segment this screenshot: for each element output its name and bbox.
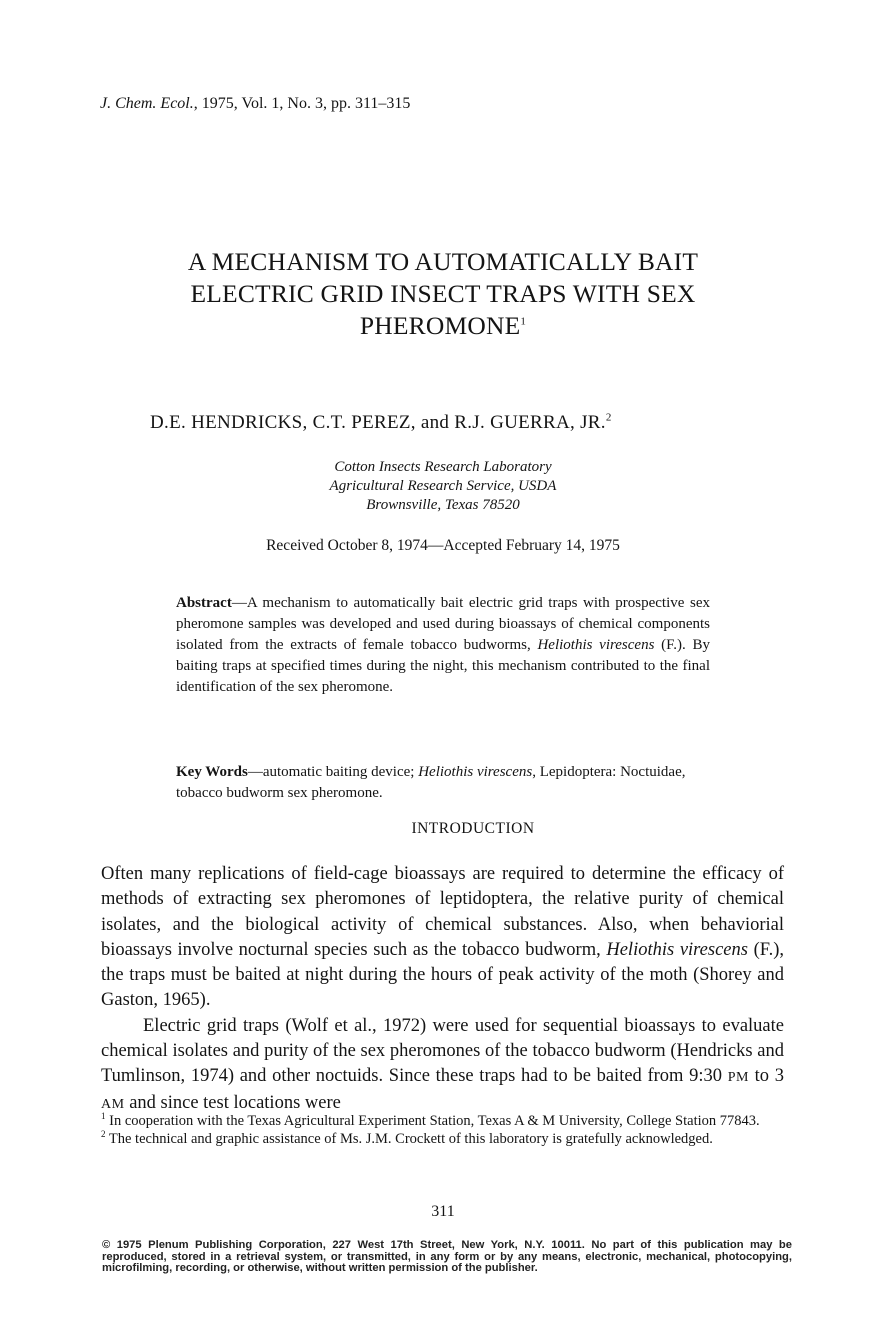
footnote-2 (101, 1128, 791, 1149)
abstract-text-a: —A mechanism to automatically bait electric grid traps with prospective sex pheromone samples was developed and used during bioassays of chemical components isolated from the extracts of female tobacco budworms, (176, 595, 710, 653)
footnote-2-text: The technical and graphic assistance of Ms. J.M. Crockett of this laboratory is gratefully acknowledged. (108, 1130, 713, 1147)
affiliation-line-2: Agricultural Research Service, USDA (329, 478, 557, 494)
affiliation-line-1: Cotton Insects Research Laboratory (334, 459, 552, 475)
footnote-1-text: In cooperation with the Texas Agricultural Experiment Station, Texas A & M University, College Station 77843. (109, 1113, 760, 1129)
footnote-1-mark: 1 (101, 1111, 106, 1122)
p2-text-a: Electric grid traps (Wolf et al., 1972) were used for sequential bioassays to evaluate chemical isolates and purity of the sex pheromones of the tobacco budworm (Hendricks and Tumlinson, 1974) and other noctuids. Since these traps had to be baited from 9:30 (101, 1015, 784, 1087)
key-words (176, 762, 716, 804)
title-line-2: ELECTRIC GRID INSECT TRAPS WITH SEX (190, 279, 696, 308)
p1-species: Heliothis virescens (606, 939, 748, 960)
p1-text-a: Often many replications of field-cage bioassays are required to determine the efficacy of methods of extracting sex pheromones of leptidoptera, the relative purity of chemical isolates, and the biological activity of chemical substances. Also, when behaviorial bioassays involve nocturnal species such as the tobacco budworm, (101, 864, 784, 960)
journal-citation (100, 95, 410, 113)
title-line-1: A MECHANISM TO AUTOMATICALLY BAIT (187, 247, 699, 276)
article-title (100, 246, 786, 342)
body-text (101, 862, 784, 1117)
abstract-species: Heliothis virescens (537, 637, 655, 653)
author-list (150, 412, 612, 434)
author-footnote-mark: 2 (605, 411, 612, 424)
footnote-2-mark: 2 (101, 1128, 106, 1139)
title-line-3-text: PHEROMONE (359, 311, 521, 340)
p2-text-c: and since test locations were (124, 1092, 341, 1113)
abstract (176, 593, 710, 698)
abstract-text-b: (F.). By baiting traps at specified times during the night, this mechanism contributed to the final identification of the sex pheromone. (176, 637, 710, 695)
footnotes (101, 1113, 791, 1148)
keywords-label: Key Words (176, 764, 248, 780)
copyright-notice: © 1975 Plenum Publishing Corporation, 227 West 17th Street, New York, N.Y. 10011. No part of this publication may be reproduced, stored in a retrieval system, or transmitted, in any form or by any means, electronic, mechanical, photocopying, microfilming, recording, or otherwise, without written permission of the publisher. (102, 1239, 792, 1274)
paragraph-1 (101, 862, 784, 1014)
paragraph-2 (101, 1014, 784, 1117)
journal-details: , 1975, Vol. 1, No. 3, pp. 311–315 (193, 95, 411, 112)
keywords-text-b: , Lepidoptera: Noctuidae, tobacco budworm sex pheromone. (176, 764, 686, 801)
keywords-text-a: —automatic baiting device; (247, 764, 419, 780)
journal-name: J. Chem. Ecol. (100, 95, 194, 112)
title-line-3 (100, 310, 786, 342)
page-number: 311 (431, 1203, 455, 1220)
title-footnote-mark: 1 (520, 315, 527, 328)
author-names: D.E. HENDRICKS, C.T. PEREZ, and R.J. GUERRA, JR. (150, 412, 606, 433)
p2-pm: PM (727, 1070, 749, 1086)
received-accepted-dates: Received October 8, 1974—Accepted February 14, 1975 (266, 537, 620, 554)
p2-am: AM (101, 1096, 125, 1112)
footnote-1 (101, 1113, 791, 1131)
p2-text-b: to 3 (748, 1066, 784, 1087)
abstract-label: Abstract (176, 595, 232, 611)
affiliation (100, 458, 786, 515)
section-heading: INTRODUCTION (411, 820, 535, 837)
affiliation-line-3: Brownsville, Texas 78520 (366, 497, 520, 513)
keywords-species: Heliothis virescens (418, 764, 533, 780)
p1-text-b: (F.), the traps must be baited at night during the hours of peak activity of the moth (Shorey and Gaston, 1965). (101, 939, 784, 1011)
